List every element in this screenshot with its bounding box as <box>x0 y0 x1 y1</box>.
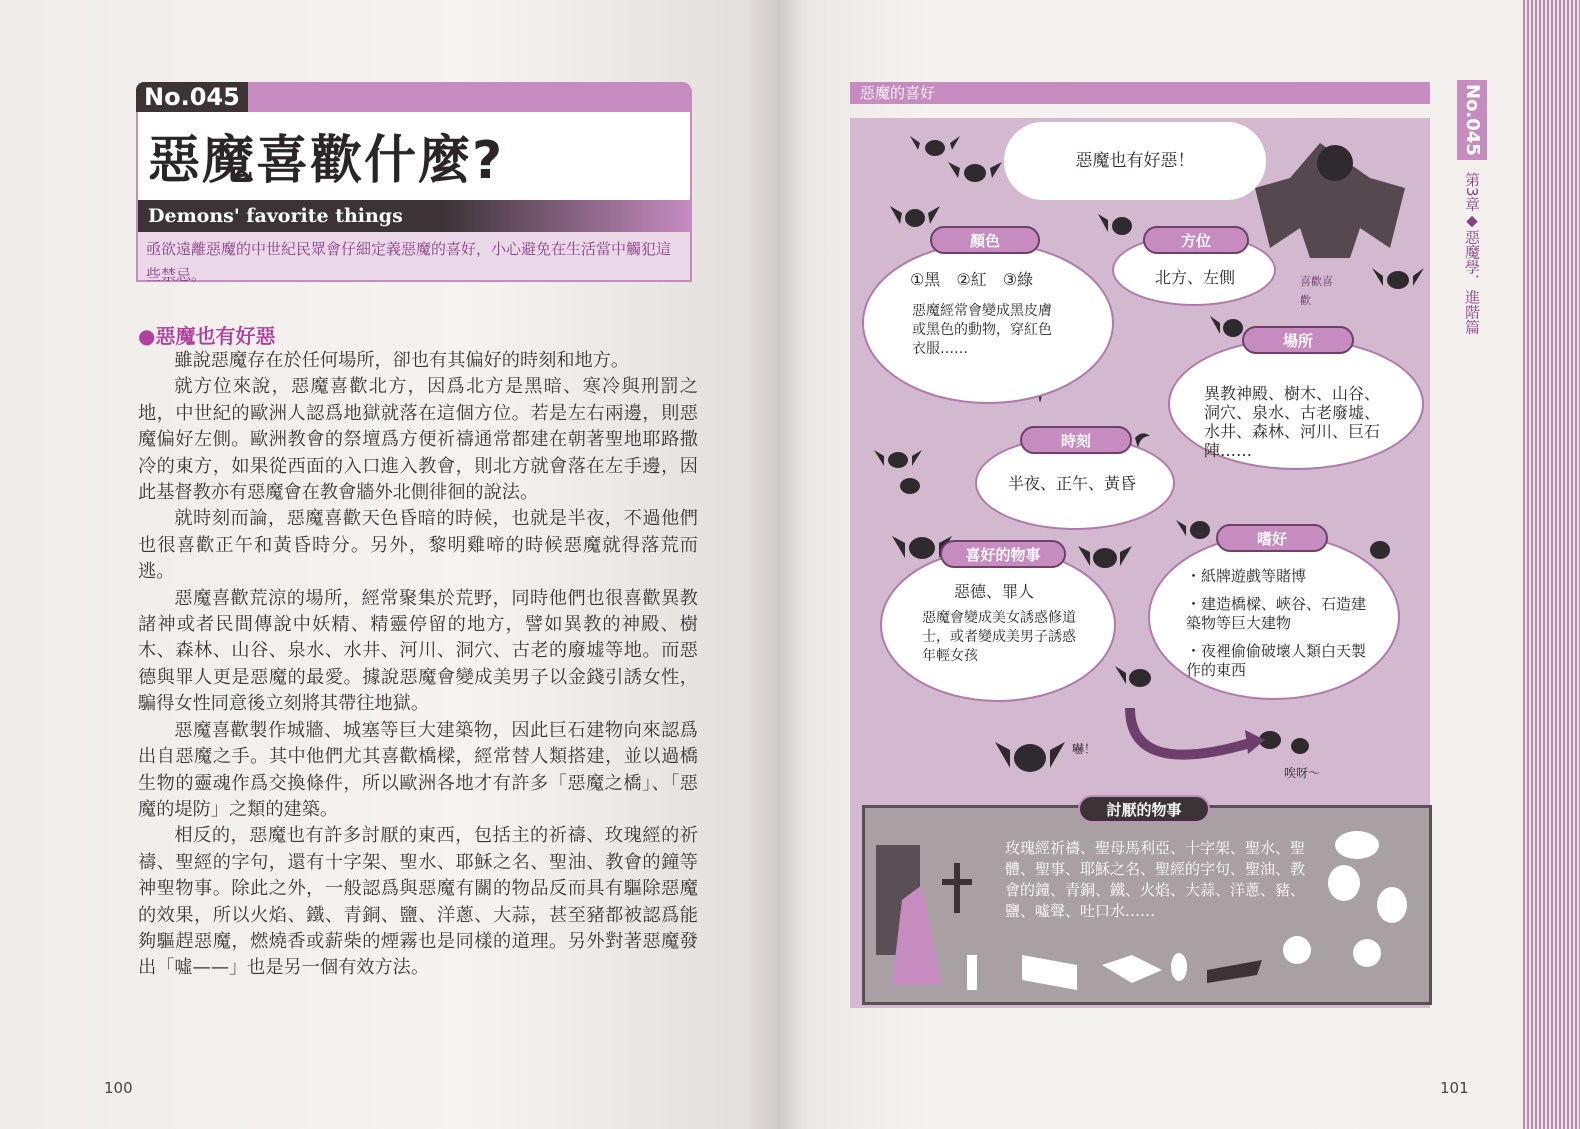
bat-demon-icon <box>1291 738 1309 754</box>
man-icon <box>1283 936 1311 964</box>
page-number-left: 100 <box>104 1079 133 1097</box>
bat-demon-icon <box>1176 520 1210 539</box>
hate-tag: 討厭的物事 <box>1078 795 1210 823</box>
bat-demon-icon <box>1370 541 1390 559</box>
bat-demon-icon <box>995 742 1065 772</box>
bat-demon-icon <box>900 478 920 494</box>
great-demon-icon <box>1255 143 1405 258</box>
bat-demon-icon <box>910 136 960 156</box>
article-header <box>136 82 692 294</box>
holy-items-illustration <box>862 805 1432 1005</box>
side-tab: No.045 <box>1457 80 1487 160</box>
cloud-bubble <box>1010 128 1260 194</box>
hobby-item: ・夜裡偷偷破壞人類白天製作的東西 <box>1186 642 1367 679</box>
hobby-item: ・紙牌遊戲等賭博 <box>1186 567 1307 585</box>
book-edge <box>1523 0 1580 1129</box>
english-title: Demons' favorite things <box>138 200 690 232</box>
paragraph: 惡魔喜歡製作城牆、城塞等巨大建築物，因此巨石建物向來認爲出自惡魔之手。其中他們尤其喜歡橋樑，經常替人類搭建，並以過橋生物的靈魂作爲交換條件，所以歐洲各地才有許多「惡魔之橋」、「惡魔的堤防」之類的建築。 <box>138 719 698 820</box>
pig-icon <box>1335 831 1379 859</box>
body-text <box>138 348 698 982</box>
number-tag: No.045 <box>136 82 248 112</box>
bat-demon-icon <box>874 450 922 468</box>
section-heading: ●惡魔也有好惡 <box>138 324 276 348</box>
cross-icon <box>954 863 960 913</box>
bible-icon <box>1022 955 1077 990</box>
intro-text: 亟欲遠離惡魔的中世紀民眾會仔細定義惡魔的喜好，小心避免在生活當中觸犯這些禁忌。 <box>138 232 690 280</box>
hobby-list <box>1186 567 1376 680</box>
paragraph: 就方位來說，惡魔喜歡北方，因爲北方是黑暗、寒冷與刑罰之地，中世紀的歐洲人認爲地獄就落在這個方位。若是左右兩邊，則惡魔偏好左側。歐洲教會的祭壇爲方便祈禱通常都建在朝著聖地耶路撒冷的東方，如果從西面的入口進入教會，則北方就會落在左手邊，因此基督教亦有惡魔會在教會牆外北側徘徊的說法。 <box>138 376 698 504</box>
sfx-flee: 唉呀～ <box>1284 766 1321 780</box>
place-tag: 場所 <box>1242 326 1354 354</box>
iron-icon <box>1207 960 1262 983</box>
paragraph: 惡魔喜歡荒涼的場所，經常聚集於荒野，同時他們也很喜歡異教諸神或者民間傳說中妖精、精靈停留的地方，譬如異教的神殿、樹木、森林、山谷、泉水、水井、河川、洞穴、古老的廢墟等地。而惡德與罪人更是惡魔的最愛。據說惡魔會變成美男子以金錢引誘女性，騙得女性同意後立刻將其帶往地獄。 <box>138 587 698 715</box>
hobby-item: ・建造橋樑、峽谷、石造建築物等巨大建物 <box>1186 595 1367 632</box>
color-tag: 顏色 <box>930 226 1040 254</box>
place-main: 異教神殿、樹木、山谷、洞穴、泉水、古老廢墟、水井、森林、河川、巨石陣…… <box>1204 384 1381 460</box>
direction-tag: 方位 <box>1143 226 1249 254</box>
things-tag: 喜好的物事 <box>940 540 1066 568</box>
holy-cloth-icon <box>1102 955 1162 983</box>
direction-main: 北方、左側 <box>1155 268 1236 287</box>
holy-water-icon <box>1171 953 1187 981</box>
hate-main: 玫瑰經祈禱、聖母馬利亞、十字架、聖水、聖體、聖事、耶穌之名、聖經的字句、聖油、教會的鐘、青銅、鐵、火焰、大蒜、洋蔥、豬、鹽、噓聲、吐口水…… <box>1005 839 1306 920</box>
time-main: 半夜、正午、黃昏 <box>1008 474 1137 493</box>
woman-icon <box>1353 939 1381 967</box>
bat-demon-icon <box>1098 214 1132 235</box>
things-sub: 惡魔會變成美女誘惑修道士，或者變成美男子誘惑年輕女孩 <box>922 610 1076 664</box>
paragraph: 雖說惡魔存在於任何場所，卻也有其偏好的時刻和地方。 <box>174 350 630 371</box>
bat-demon-icon <box>948 162 1002 182</box>
bat-demon-icon <box>1210 316 1243 337</box>
cloud-text: 惡魔也有好惡！ <box>1075 151 1195 171</box>
paragraph: 相反的，惡魔也有許多討厭的東西，包括主的祈禱、玫瑰經的祈禱、聖經的字句，還有十字架、聖水、耶穌之名、聖油、教會的鐘等神聖物事。除此之外，一般認爲與惡魔有關的物品反而具有驅除惡魔的效果，所以火焰、鐵、青銅、鹽、洋蔥、大蒜，甚至豬都被認爲能夠驅趕惡魔，燃燒香或薪柴的煙霧也是同樣的道理。另外對著惡魔發出「噓——」也是另一個有效方法。 <box>138 825 698 979</box>
paragraph: 就時刻而論，惡魔喜歡天色昏暗的時候，也就是半夜，不過他們也很喜歡正午和黃昏時分。另外，黎明雞啼的時候惡魔就得落荒而逃。 <box>138 508 698 583</box>
sfx-shock: 嚇！ <box>1072 742 1097 756</box>
page-number-right: 101 <box>1440 1079 1469 1097</box>
garlic-icon <box>1328 865 1360 901</box>
page-title: 惡魔喜歡什麼? <box>148 131 505 191</box>
hobby-tag: 嗜好 <box>1216 524 1328 552</box>
title-box <box>136 112 692 282</box>
chapter-label: 第3章◆惡魔學．進階篇 <box>1463 172 1481 335</box>
bat-demon-icon <box>890 206 940 227</box>
onion-icon <box>1377 887 1407 923</box>
color-sub: 惡魔經常會變成黑皮膚或黑色的動物，穿紅色衣服…… <box>912 303 1052 357</box>
candle-icon <box>967 955 977 990</box>
arrow-icon <box>1130 708 1250 755</box>
diagram-header-bar <box>850 82 1430 104</box>
sfx-like: 喜歡喜歡 <box>1300 275 1333 307</box>
things-main: 惡德、罪人 <box>954 582 1035 601</box>
bat-demon-icon <box>1115 666 1151 687</box>
bat-demon-icon <box>1372 268 1424 289</box>
bat-demon-icon <box>1078 546 1132 568</box>
diagram-header: 惡魔的喜好 <box>860 84 936 102</box>
color-main: ①黑 ②紅 ③綠 <box>910 270 1034 289</box>
time-tag: 時刻 <box>1020 426 1132 454</box>
